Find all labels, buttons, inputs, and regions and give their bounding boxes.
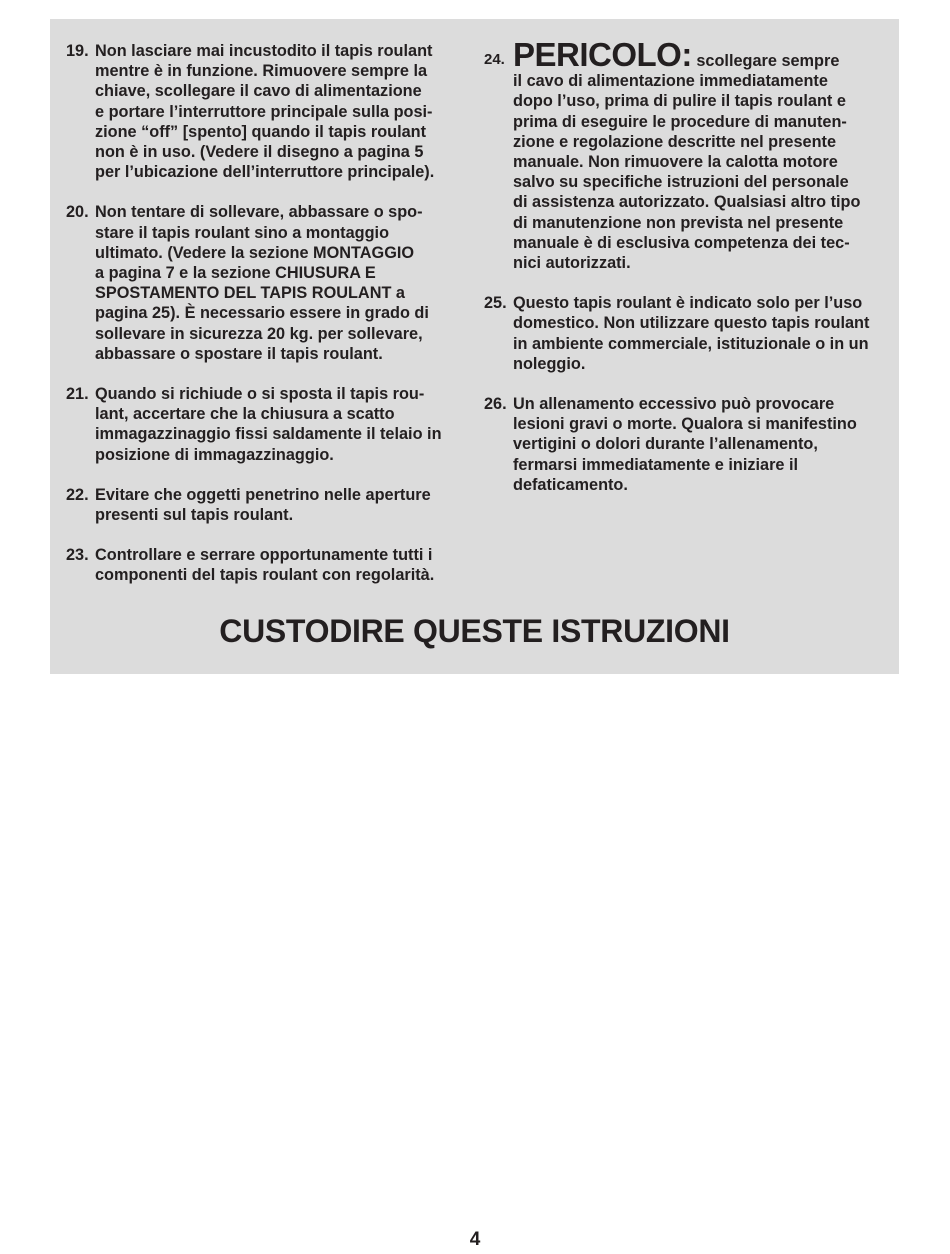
item-number: 26. [484, 395, 507, 414]
instruction-item-21 [66, 384, 461, 465]
text-line: non è in uso. (Vedere il disegno a pagina 5 [95, 143, 424, 162]
text-line: sollevare in sicurezza 20 kg. per sollevare, [95, 324, 423, 343]
text-line: SPOSTAMENTO DEL TAPIS ROULANT a [95, 284, 405, 303]
text-line: fermarsi immediatamente e iniziare il [513, 455, 799, 474]
left-column [66, 41, 461, 606]
page-number: 4 [469, 1229, 481, 1250]
text-line: Non lasciare mai incustodito il tapis roulant [95, 42, 433, 60]
text-line: Quando si richiude o si sposta il tapis rou- [95, 385, 425, 404]
text-line: di manutenzione non prevista nel presente [513, 213, 844, 232]
item-text [95, 545, 461, 585]
text-line: il cavo di alimentazione immediatamente [513, 72, 828, 91]
instruction-item-23 [66, 545, 461, 585]
instruction-item-26 [484, 394, 884, 495]
text-line: Questo tapis roulant è indicato solo per l’uso [513, 294, 863, 313]
instruction-item-20 [66, 202, 461, 364]
instruction-item-22 [66, 485, 461, 525]
text-line: lesioni gravi o morte. Qualora si manifestino [513, 415, 857, 434]
keep-instructions-heading: CUSTODIRE QUESTE ISTRUZIONI [219, 613, 730, 649]
text-line: vertigini o dolori durante l’allenamento, [513, 435, 818, 454]
right-column [484, 36, 884, 515]
text-line: in ambiente commerciale, istituzionale o in un [513, 334, 869, 353]
item-text [95, 384, 461, 465]
danger-heading-line [513, 36, 884, 73]
text-line: zione e regolazione descritte nel presente [513, 132, 837, 151]
text-line: domestico. Non utilizzare questo tapis roulant [513, 314, 870, 333]
text-line: posizione di immagazzinaggio. [95, 445, 334, 464]
text-line: immagazzinaggio fissi saldamente il telaio in [95, 425, 442, 444]
text-line: abbassare o spostare il tapis roulant. [95, 344, 383, 363]
text-line: zione “off” [spento] quando il tapis roulant [95, 122, 427, 141]
text-line: a pagina 7 e la sezione CHIUSURA E [95, 264, 376, 283]
text-line: componenti del tapis roulant con regolarità. [95, 566, 435, 585]
text-line: per l’ubicazione dell’interruttore principale). [95, 163, 435, 182]
item-number: 24. [484, 51, 505, 68]
safety-instructions-panel [50, 19, 899, 674]
item-text [95, 202, 461, 364]
instruction-item-24-danger [484, 36, 884, 273]
text-line: di assistenza autorizzato. Qualsiasi altro tipo [513, 193, 861, 212]
text-line: salvo su specifiche istruzioni del personale [513, 173, 849, 192]
text-line: mentre è in funzione. Rimuovere sempre la [95, 62, 428, 81]
danger-warning-word: PERICOLO: [513, 36, 692, 73]
item-number: 25. [484, 294, 507, 313]
text-line: nici autorizzati. [513, 254, 631, 273]
item-number: 21. [66, 385, 89, 404]
text-line: Evitare che oggetti penetrino nelle aperture [95, 485, 431, 504]
text-line: presenti sul tapis roulant. [95, 506, 294, 525]
instruction-item-19 [66, 41, 461, 182]
text-line: Controllare e serrare opportunamente tutti i [95, 546, 433, 565]
text-line: manuale è di esclusiva competenza dei tec- [513, 233, 850, 252]
text-line: dopo l’uso, prima di pulire il tapis roulant e [513, 92, 846, 111]
text-line: chiave, scollegare il cavo di alimentazione [95, 82, 422, 101]
text-line: Non tentare di sollevare, abbassare o spo- [95, 203, 423, 222]
item-text [513, 36, 884, 273]
text-line: pagina 25). È necessario essere in grado di [95, 304, 429, 323]
text-line: stare il tapis roulant sino a montaggio [95, 223, 390, 242]
text-line: manuale. Non rimuovere la calotta motore [513, 153, 838, 172]
text-line: e portare l’interruttore principale sulla posi- [95, 102, 433, 121]
item-text [513, 293, 884, 374]
item-text [95, 485, 461, 525]
text-line: ultimato. (Vedere la sezione MONTAGGIO [95, 243, 415, 262]
text-line: Un allenamento eccessivo può provocare [513, 395, 835, 414]
item-text [513, 394, 884, 495]
item-number: 19. [66, 42, 89, 60]
item-number: 22. [66, 485, 89, 504]
item-number: 20. [66, 203, 89, 222]
text-line: defaticamento. [513, 475, 628, 494]
item-number: 23. [66, 546, 89, 565]
text-line: lant, accertare che la chiusura a scatto [95, 405, 395, 424]
text-line: noleggio. [513, 354, 586, 373]
item-text [95, 41, 461, 182]
text-line: scollegare sempre [696, 52, 840, 70]
text-line: prima di eseguire le procedure di manuten- [513, 112, 847, 131]
instruction-item-25 [484, 293, 884, 374]
